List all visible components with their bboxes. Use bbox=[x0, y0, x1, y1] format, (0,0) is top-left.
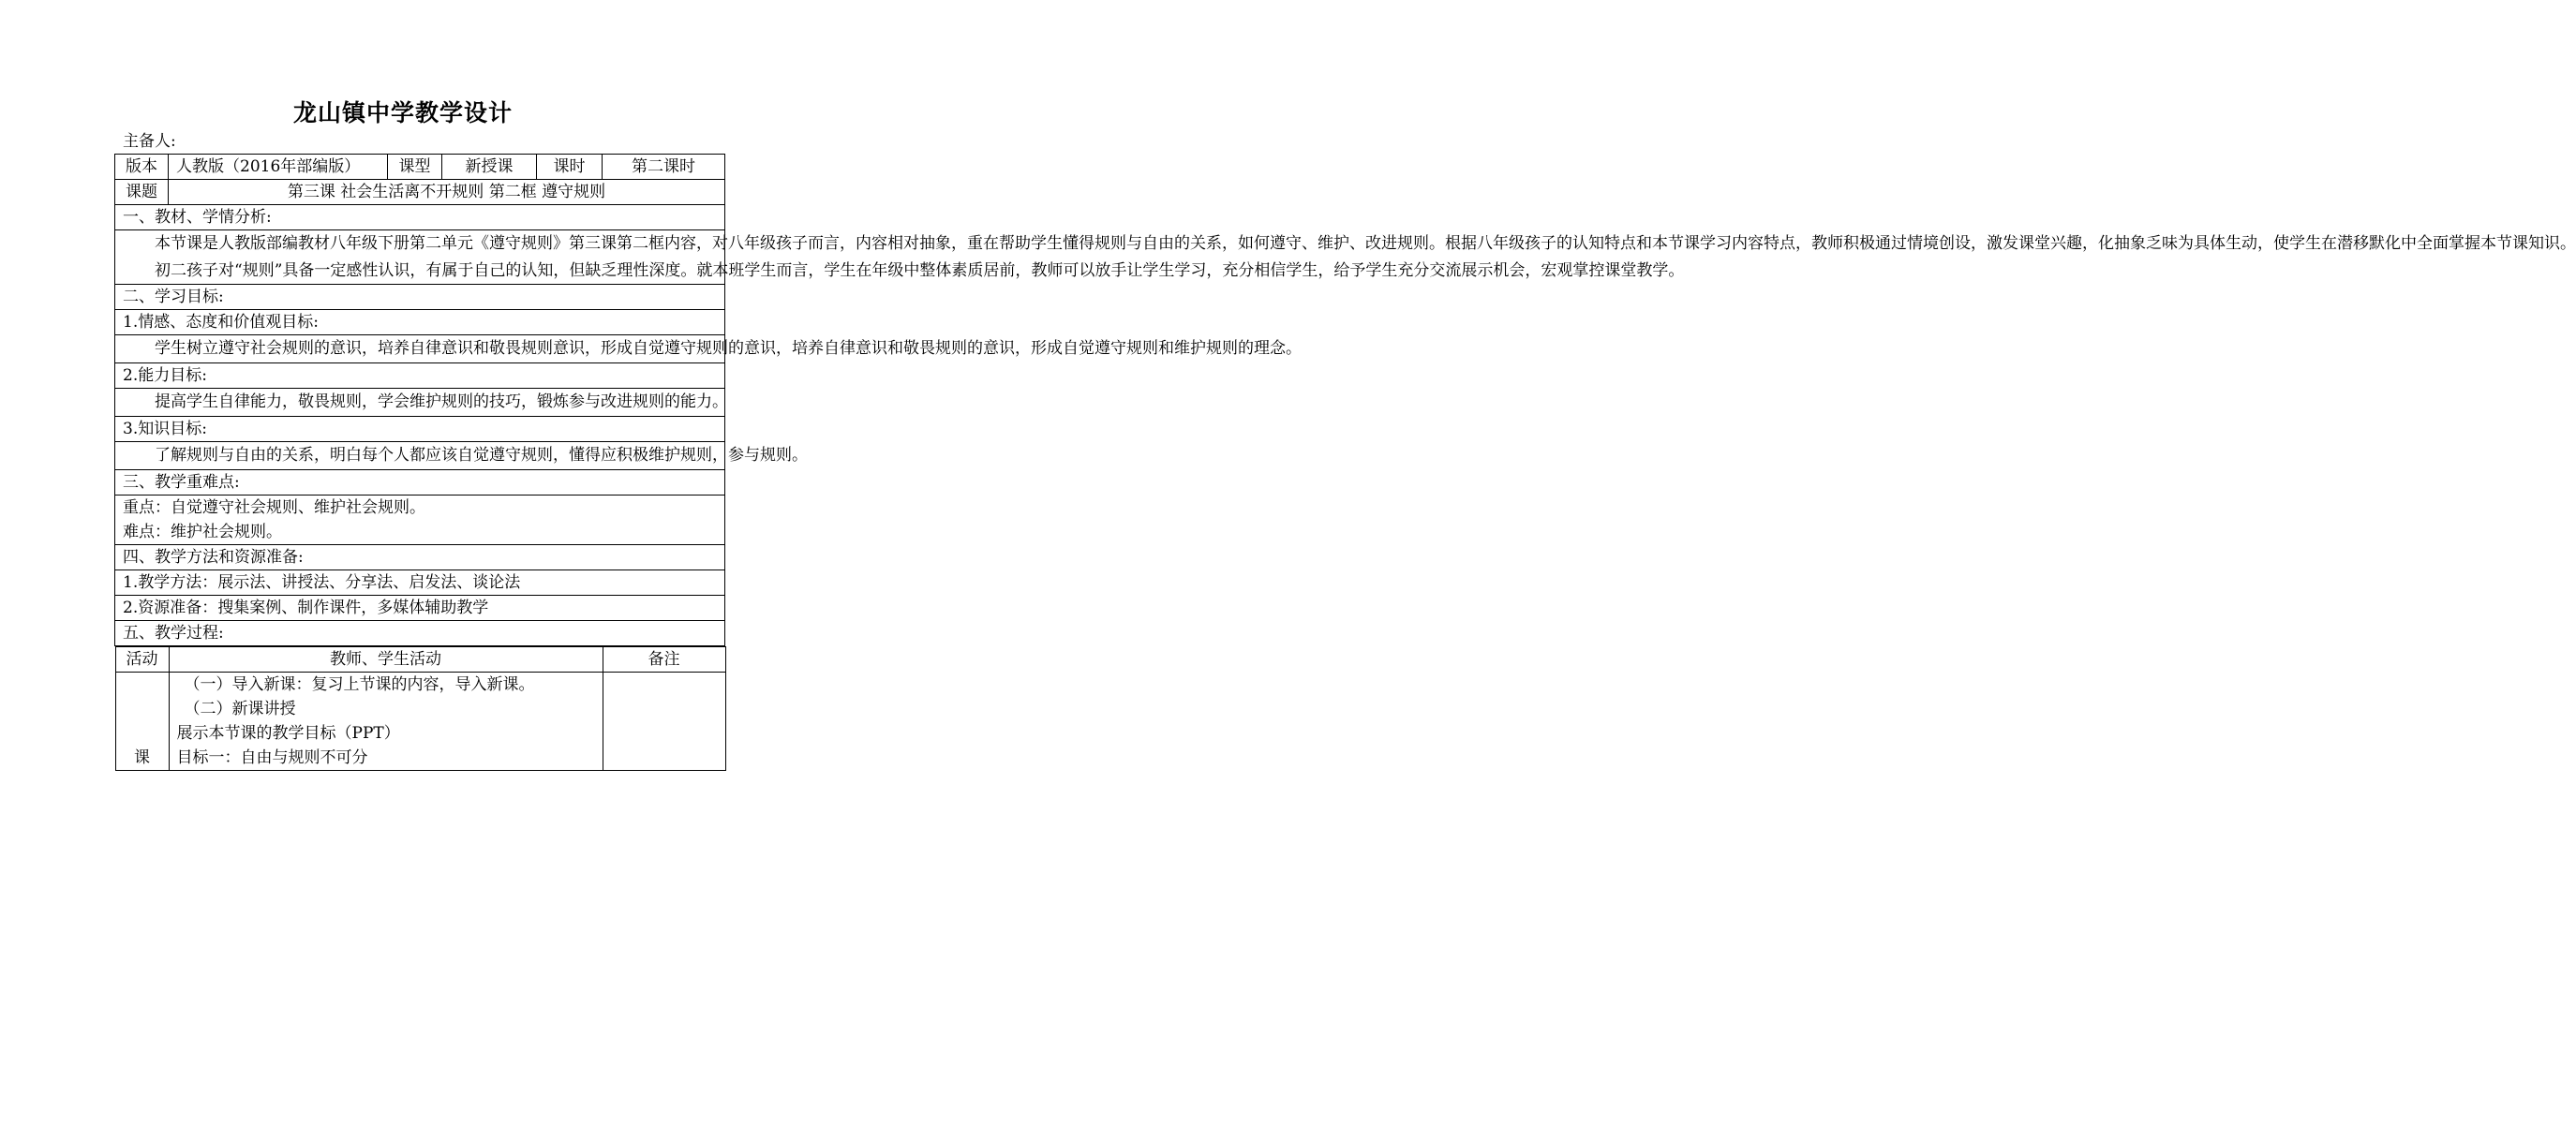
process-header-row bbox=[115, 646, 725, 672]
topic-label: 课题 bbox=[115, 180, 169, 205]
activity-cell bbox=[115, 672, 169, 770]
note-header: 备注 bbox=[603, 646, 725, 672]
activity-header: 活动 bbox=[115, 646, 169, 672]
goal1-text: 学生树立遵守社会规则的意识，培养自律意识和敬畏规则意识，形成自觉遵守规则的意识，培养自律意识和敬畏规则的意识，形成自觉遵守规则和维护规则的理念。 bbox=[155, 339, 1302, 359]
lesson-plan-table bbox=[114, 154, 2576, 771]
topic-row bbox=[115, 180, 725, 205]
teaching-methods: 1.教学方法：展示法、讲授法、分享法、启发法、谈论法 bbox=[115, 570, 725, 595]
goal2-cell bbox=[115, 389, 728, 417]
analysis-paragraph-1: 本节课是人教版部编教材八年级下册第二单元《遵守规则》第三课第二框内容，对八年级孩子而言，内容相对抽象，重在帮助学生懂得规则与自由的关系，如何遵守、维护、改进规则。根据八年级孩子的认知特点和本节课学习内容特点，教师积极通过情境创设，激发课堂兴趣，化抽象乏味为具体生动，使学生在潜移默化中全面掌握本节课知识。 bbox=[155, 234, 2576, 253]
process-line: 展示本节课的教学目标（PPT） bbox=[176, 723, 400, 743]
document-title: 龙山镇中学教学设计 bbox=[292, 99, 513, 126]
lesson-type-value: 新授课 bbox=[442, 155, 537, 180]
section3-heading: 三、教学重难点: bbox=[115, 469, 725, 495]
process-line: （二）新课讲授 bbox=[184, 699, 296, 718]
section4-heading: 四、教学方法和资源准备: bbox=[115, 544, 725, 570]
goal1-cell bbox=[115, 335, 1302, 363]
edition-row bbox=[115, 155, 725, 180]
topic-value: 第三课 社会生活离不开规则 第二框 遵守规则 bbox=[169, 180, 725, 205]
goal2-heading: 2.能力目标: bbox=[115, 363, 725, 389]
key-point: 重点：自觉遵守社会规则、维护社会规则。 bbox=[123, 497, 425, 517]
period-value: 第二课时 bbox=[603, 155, 725, 180]
goal3-text: 了解规则与自由的关系，明白每个人都应该自觉遵守规则，懂得应积极维护规则，参与规则。 bbox=[155, 445, 808, 465]
activity-content-cell bbox=[169, 672, 603, 770]
content-header: 教师、学生活动 bbox=[169, 646, 603, 672]
analysis-paragraph-2: 初二孩子对“规则”具备一定感性认识，有属于自己的认知，但缺乏理性深度。就本班学生而言，学生在年级中整体素质居前，教师可以放手让学生学习，充分相信学生，给予学生充分交流展示机会，宏观掌控课堂教学。 bbox=[155, 260, 1685, 280]
resource-prep: 2.资源准备：搜集案例、制作课件，多媒体辅助教学 bbox=[115, 595, 725, 620]
process-row bbox=[115, 672, 725, 770]
process-line: 目标一：自由与规则不可分 bbox=[176, 747, 368, 767]
goal1-heading: 1.情感、态度和价值观目标: bbox=[115, 310, 725, 335]
goal2-text: 提高学生自律能力，敬畏规则，学会维护规则的技巧，锻炼参与改进规则的能力。 bbox=[155, 392, 728, 412]
section1-heading: 一、教材、学情分析: bbox=[115, 205, 725, 230]
goal3-cell bbox=[115, 441, 808, 469]
period-label: 课时 bbox=[537, 155, 603, 180]
difficult-point: 难点：维护社会规则。 bbox=[123, 522, 282, 541]
section5-heading: 五、教学过程: bbox=[115, 620, 725, 645]
edition-value: 人教版（2016年部编版） bbox=[169, 155, 388, 180]
lesson-type-label: 课型 bbox=[388, 155, 442, 180]
preparer-label: 主备人: bbox=[123, 132, 176, 151]
goal3-heading: 3.知识目标: bbox=[115, 416, 725, 441]
key-points-cell bbox=[115, 495, 725, 544]
activity-label: 课 bbox=[134, 747, 150, 767]
process-line: （一）导入新课：复习上节课的内容，导入新课。 bbox=[184, 674, 535, 694]
analysis-cell bbox=[115, 230, 2576, 285]
note-cell bbox=[603, 672, 725, 770]
edition-label: 版本 bbox=[115, 155, 169, 180]
process-table bbox=[115, 646, 726, 771]
section2-heading: 二、学习目标: bbox=[115, 285, 725, 310]
